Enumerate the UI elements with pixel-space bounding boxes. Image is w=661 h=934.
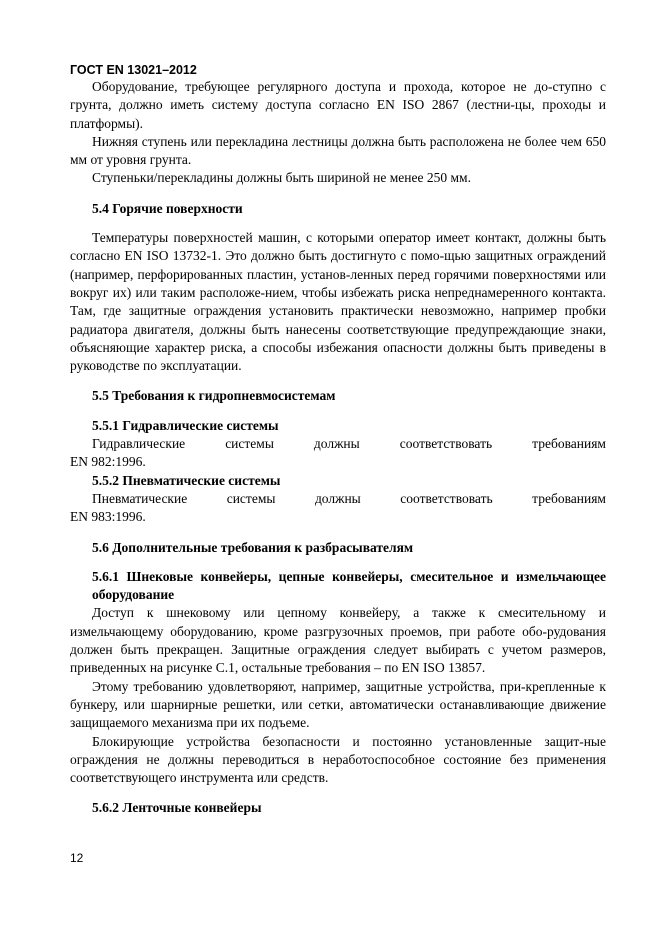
word: Пневматические: [92, 490, 188, 506]
section-5-6-1-paragraph-2: Этому требованию удовлетворяют, например, защитные устройства, при-крепленные к бункеру, или шарнирные решетки, или сетки, автоматически останавливающие движение защищаемого механизма при их подъеме.: [70, 678, 606, 731]
word: требованиям: [532, 490, 606, 506]
section-5-4-heading: 5.4 Горячие поверхности: [92, 200, 243, 216]
section-5-5-1-tail: EN 982:1996.: [70, 454, 146, 470]
section-5-6-2-heading: 5.6.2 Ленточные конвейеры: [92, 800, 262, 816]
word: Гидравлические: [92, 436, 186, 452]
section-5-5-2-line: [70, 490, 606, 508]
word: системы: [225, 436, 274, 452]
section-5-5-heading: 5.5 Требования к гидропневмосистемам: [92, 388, 336, 404]
word: соответствовать: [399, 436, 493, 452]
document-page: [70, 62, 606, 818]
page-number: 12: [70, 851, 84, 865]
intro-paragraph-3: Ступеньки/перекладины должны быть шириной не менее 250 мм.: [92, 170, 471, 186]
document-header: ГОСТ EN 13021–2012: [70, 63, 197, 77]
word: требованиям: [532, 436, 606, 452]
section-5-6-1-heading: 5.6.1 Шнековые конвейеры, цепные конвейеры, смесительное и измельчающее оборудование: [92, 568, 606, 603]
word: должны: [314, 490, 361, 506]
section-5-5-2-heading: 5.5.2 Пневматические системы: [92, 472, 281, 488]
intro-paragraph-1: Оборудование, требующее регулярного доступа и прохода, которое не до-ступно с грунта, должно иметь систему доступа согласно EN ISO 2867 (лестни-цы, проходы и платформы).: [70, 79, 606, 131]
word: соответствовать: [400, 490, 493, 506]
word: должны: [313, 436, 360, 452]
section-5-6-1-paragraph-1: Доступ к шнековому или цепному конвейеру, а также к смесительному и измельчающему оборудованию, кроме разгрузочных проемов, при работе обо-рудования должен быть прекращен. Защитные ограждения следует выбирать с учетом размеров, приведенных на рисунке С.1, остальные требования – по EN ISO 13857.: [70, 605, 606, 676]
section-5-6-heading: 5.6 Дополнительные требования к разбрасывателям: [92, 539, 414, 555]
section-5-6-1-paragraph-3: Блокирующие устройства безопасности и постоянно установленные защит-ные ограждения не должны переводиться в неработоспособное состояние без применения соответствующего инструмента или средств.: [70, 733, 606, 786]
section-5-5-1-heading: 5.5.1 Гидравлические системы: [92, 417, 279, 433]
word: системы: [226, 490, 276, 506]
section-5-5-2-tail: EN 983:1996.: [70, 509, 146, 525]
section-5-5-1-line: [70, 435, 606, 453]
intro-paragraph-2: Нижняя ступень или перекладина лестницы должна быть расположена не более чем 650 мм от уровня грунта.: [70, 133, 606, 168]
section-5-4-text: Температуры поверхностей машин, с которыми оператор имеет контакт, должны быть согласно EN ISO 13732-1. Это должно быть достигнуто с помо-щью защитных ограждений (например, перфорированных пластин, установ-ленных перед горячими поверхностями или вокруг их) или таким расположе-нием, чтобы избежать риска непреднамеренного контакта. Там, где защитные ограждения установить практически невозможно, например пробки радиатора двигателя, должны быть нанесены соответствующие предупреждающие знаки, объясняющие характер риска, а способы избежания опасности должны быть приведены в руководстве по эксплуатации.: [70, 230, 606, 374]
